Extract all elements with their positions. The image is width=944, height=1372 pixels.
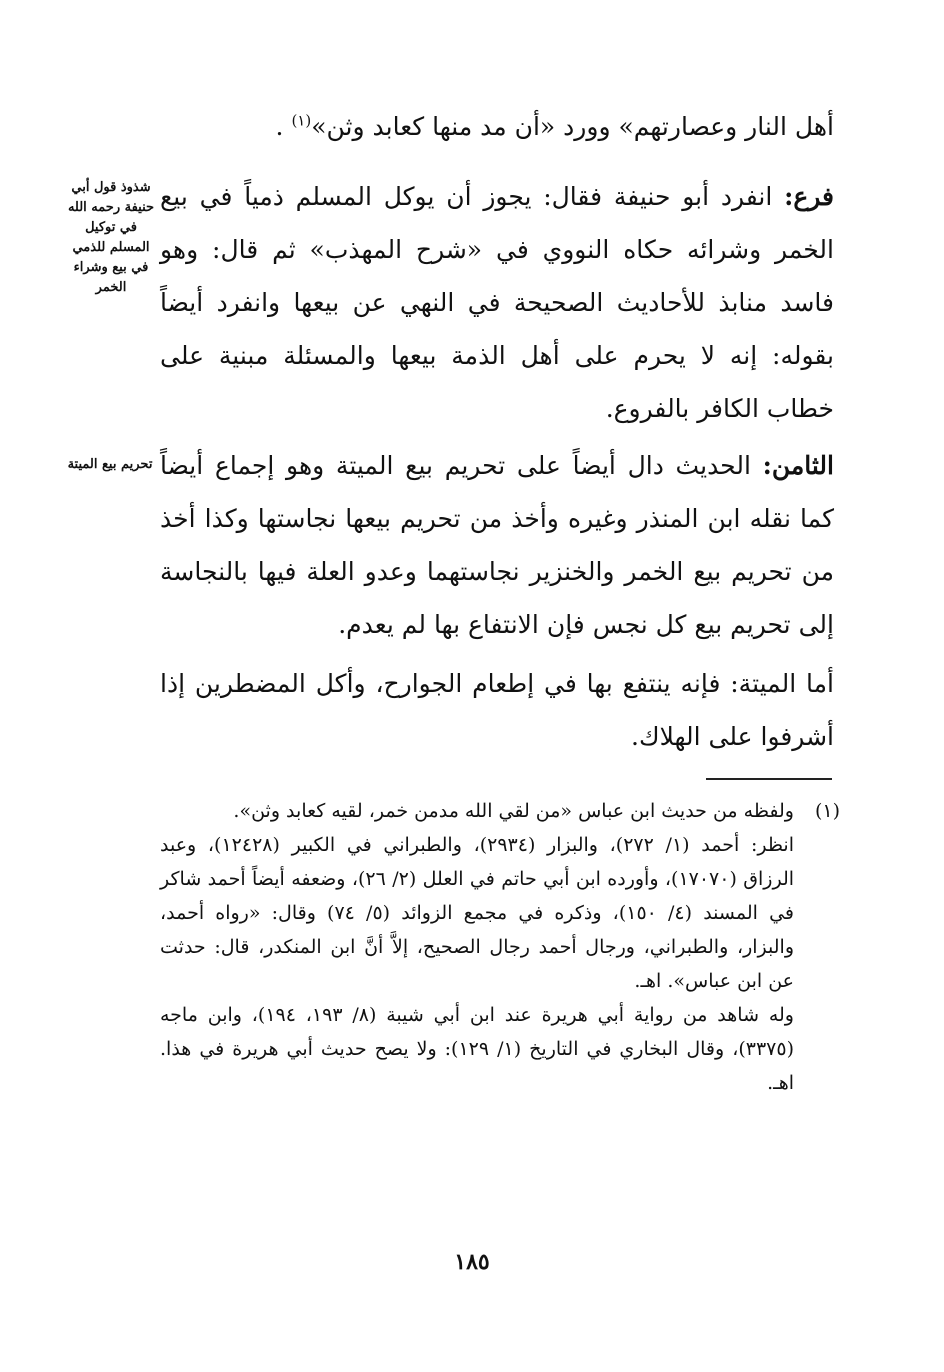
footnote-line: ولفظه من حديث ابن عباس «من لقي الله مدمن خمر، لقيه كعابد وثن». [233,800,794,822]
paragraph-text: أهل النار وعصارتهم» وورد «أن مد منها كعابد وثن» [311,112,834,141]
footnote-number: (١) [814,800,840,822]
footnote-sources: انظر: أحمد (١/ ٢٧٢)، والبزار (٢٩٣٤)، والطبراني في الكبير (١٢٤٢٨)، وعبد الرزاق (١٧٠٧٠)، وأورده ابن أبي حاتم في العلل (٢/ ٢٦)، وضعفه أيضاً أحمد شاكر في المسند (٤/ ١٥٠)، وذكره في مجمع الزوائد (٥/ ٧٤) وقال: «رواه أحمد، والبزار، والطبراني، ورجال أحمد رجال الصحيح، إلاَّ أنَّ ابن المنكدر، قال: حدثت عن ابن عباس». اهـ. [160,834,795,992]
paragraph-carrion [160,657,834,763]
footnote [160,794,840,1100]
paragraph-heading: الثامن: [762,451,834,480]
paragraph-heading: فرع: [784,182,834,211]
page-number: ١٨٥ [454,1249,490,1275]
footnote-separator [706,778,832,780]
paragraph-eighth [160,439,834,651]
paragraph-text: انفرد أبو حنيفة فقال: يجوز أن يوكل المسلم ذمياً في بيع الخمر وشرائه حكاه النووي في «شرح المهذب» ثم قال: وهو فاسد منابذ للأحاديث الصحيحة في النهي عن بيعها وانفرد أيضاً بقوله: إنه لا يحرم على أهل الذمة بيعها والمسئلة مبنية على خطاب الكافر بالفروع. [160,182,834,423]
paragraph-continuation [160,100,834,153]
paragraph-text: الحديث دال أيضاً على تحريم بيع الميتة وهو إجماع أيضاً كما نقله ابن المنذر وغيره وأخذ من تحريم بيعها نجاستها وكذا أخذ من تحريم بيع الخمر والخنزير نجاستهما وعدو العلة فيها بالنجاسة إلى تحريم بيع كل نجس فإن الانتفاع بها لم يعدم. [160,451,834,639]
footnote-witness: وله شاهد من رواية أبي هريرة عند ابن أبي شيبة (٨/ ١٩٣، ١٩٤)، وابن ماجه (٣٣٧٥)، وقال البخاري في التاريخ (١/ ١٢٩): ولا يصح حديث أبي هريرة في هذا. اهـ. [160,1004,794,1094]
sentence-end: . [275,112,284,141]
margin-note-abu-hanifa: شذوذ قول أبي حنيفة رحمه الله في توكيل المسلم للذمي في بيع وشراء الخمر [67,180,155,295]
paragraph-text: أما الميتة: فإنه ينتفع بها في إطعام الجوارح، وأكل المضطرين إذا أشرفوا على الهلاك. [160,669,834,751]
margin-note-dead-animal: تحريم بيع الميتة [67,457,153,472]
paragraph-far [160,170,834,435]
footnote-reference[interactable]: (١) [291,111,312,130]
